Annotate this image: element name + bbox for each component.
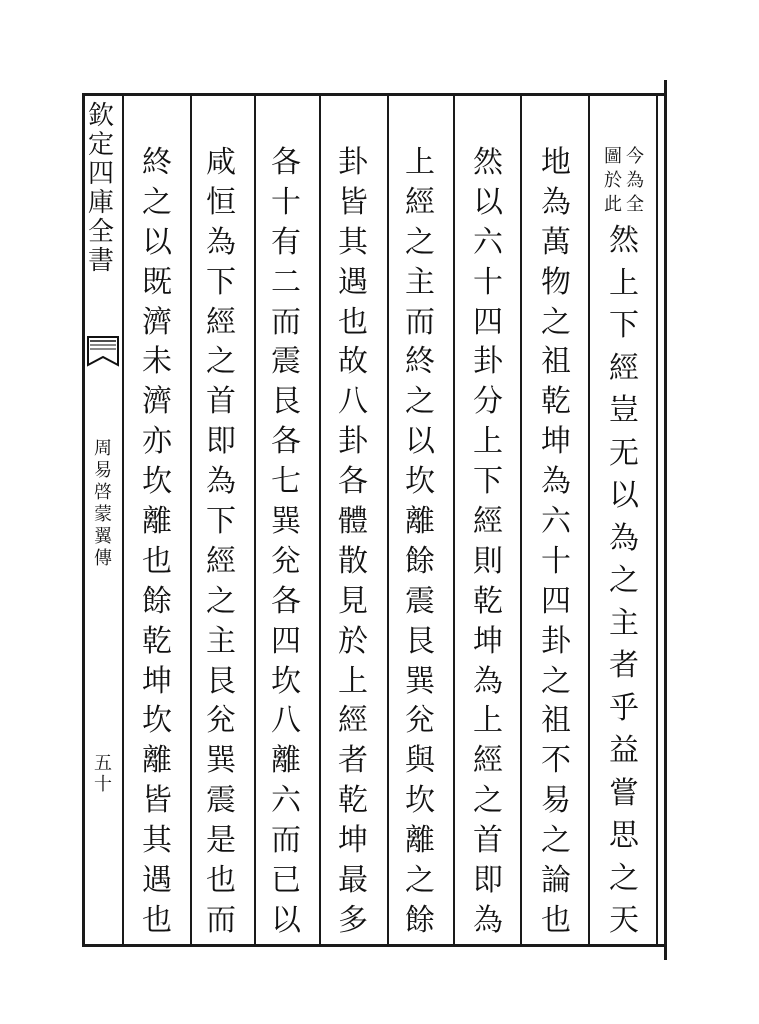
column-rule: [319, 93, 321, 947]
text-char: 之: [609, 860, 639, 896]
text-char: 也: [338, 304, 368, 340]
text-char: 故: [338, 344, 368, 380]
text-char: 卦: [473, 344, 503, 380]
text-char: 之: [206, 583, 236, 619]
text-char: 經: [473, 504, 503, 540]
fish-tail-mark-icon: [86, 335, 120, 373]
text-char: 也: [206, 863, 236, 899]
text-char: 益: [609, 733, 639, 768]
text-column-5: [333, 145, 373, 938]
text-char: 之: [405, 863, 435, 899]
text-char: 六: [541, 504, 571, 540]
text-char: 離: [142, 504, 172, 540]
text-char: 首: [473, 823, 503, 859]
column-rule: [453, 93, 455, 947]
title-char: 書: [88, 246, 115, 276]
text-char: 以: [609, 478, 639, 513]
text-char: 坎: [271, 663, 301, 699]
note-char: 為: [626, 170, 644, 191]
text-char: 離: [271, 743, 301, 779]
text-char: 易: [541, 783, 571, 819]
text-char: 首: [206, 384, 236, 420]
text-char: 各: [338, 464, 368, 500]
text-char: 有: [271, 224, 301, 260]
text-char: 分: [473, 384, 503, 420]
note-char: 今: [626, 146, 644, 167]
text-char: 四: [541, 583, 571, 619]
text-column-2: [536, 145, 576, 938]
text-char: 也: [541, 902, 571, 938]
text-column-7: [201, 145, 241, 938]
text-char: 離: [405, 504, 435, 540]
text-char: 巽: [271, 504, 301, 540]
text-char: 地: [541, 145, 571, 180]
title-char: 全: [88, 217, 115, 247]
text-column-4: [400, 145, 440, 938]
text-char: 乾: [338, 783, 368, 819]
text-char: 主: [609, 605, 639, 641]
text-char: 為: [473, 663, 503, 699]
text-char: 六: [271, 783, 301, 819]
text-char: 四: [271, 623, 301, 659]
text-char: 艮: [206, 663, 236, 699]
text-char: 卦: [338, 424, 368, 460]
text-char: 者: [609, 648, 639, 683]
frame-bottom-border: [84, 944, 664, 947]
text-char: 下: [206, 264, 236, 300]
text-char: 之: [206, 344, 236, 380]
text-char: 四: [473, 304, 503, 340]
text-char: 无: [609, 435, 639, 471]
text-char: 各: [271, 145, 301, 180]
text-char: 坎: [405, 783, 435, 819]
text-char: 坎: [405, 464, 435, 500]
text-char: 巽: [206, 743, 236, 779]
text-char: 皆: [338, 184, 368, 220]
text-char: 不: [541, 743, 571, 779]
text-char: 遇: [142, 863, 172, 899]
collection-title: [88, 103, 114, 277]
text-char: 十: [271, 184, 301, 220]
text-char: 即: [473, 863, 503, 899]
text-char: 下: [473, 464, 503, 500]
page-number-char: 五: [94, 753, 112, 774]
text-char: 為: [473, 902, 503, 938]
text-char: 之: [541, 304, 571, 340]
text-char: 坎: [142, 703, 172, 739]
frame-top-border: [84, 93, 664, 96]
text-char: 艮: [405, 623, 435, 659]
text-char: 主: [206, 623, 236, 659]
text-char: 巽: [405, 663, 435, 699]
note-char: 於: [604, 170, 622, 191]
text-char: 上: [338, 663, 368, 699]
text-column-6: [266, 145, 306, 938]
text-char: 之: [609, 563, 639, 598]
text-char: 各: [271, 583, 301, 619]
text-char: 咸: [206, 145, 236, 180]
text-char: 餘: [142, 583, 172, 619]
page-margin: [84, 95, 122, 945]
text-char: 十: [473, 264, 503, 300]
text-char: 為: [609, 520, 639, 556]
text-char: 是: [206, 823, 236, 859]
text-char: 已: [271, 863, 301, 899]
text-char: 為: [206, 464, 236, 500]
book-title-char: 易: [94, 460, 112, 481]
text-char: 皆: [142, 783, 172, 819]
column-rule: [387, 93, 389, 947]
text-char: 離: [142, 743, 172, 779]
text-char: 於: [338, 623, 368, 659]
text-char: 上: [473, 703, 503, 739]
text-char: 坤: [142, 663, 172, 699]
text-char: 之: [405, 384, 435, 420]
interlinear-note: [604, 148, 644, 220]
book-title-char: 啓: [94, 482, 112, 503]
text-char: 以: [405, 424, 435, 460]
text-char: 各: [271, 424, 301, 460]
book-title-char: 傳: [94, 548, 112, 569]
text-char: 之: [142, 184, 172, 220]
text-char: 七: [271, 464, 301, 500]
text-char: 而: [206, 902, 236, 938]
title-char: 欽: [88, 101, 115, 131]
page-number-char: 十: [94, 774, 112, 795]
text-char: 以: [473, 184, 503, 220]
text-char: 卦: [338, 145, 368, 180]
title-char: 定: [88, 130, 115, 160]
text-char: 者: [338, 743, 368, 779]
text-char: 濟: [142, 304, 172, 340]
text-char: 經: [206, 304, 236, 340]
title-char: 庫: [88, 188, 115, 218]
text-char: 散: [338, 543, 368, 579]
text-char: 為: [541, 184, 571, 220]
book-title-char: 周: [94, 438, 112, 459]
text-char: 祖: [541, 344, 571, 380]
text-char: 遇: [338, 264, 368, 300]
book-title: [94, 440, 112, 572]
text-char: 經: [609, 350, 639, 386]
text-char: 萬: [541, 224, 571, 260]
note-char: 全: [626, 194, 644, 215]
text-char: 見: [338, 583, 368, 619]
column-rule: [254, 93, 256, 947]
text-char: 六: [473, 224, 503, 260]
text-char: 乾: [541, 384, 571, 420]
text-char: 餘: [405, 902, 435, 938]
column-rule: [588, 93, 590, 947]
text-char: 之: [541, 663, 571, 699]
text-char: 多: [338, 902, 368, 938]
text-char: 兊: [405, 703, 435, 739]
text-char: 經: [338, 703, 368, 739]
text-char: 上: [609, 265, 639, 301]
text-char: 經: [473, 743, 503, 779]
text-char: 坤: [541, 424, 571, 460]
frame-right-border-outer: [664, 80, 667, 960]
text-char: 未: [142, 344, 172, 380]
text-char: 嘗: [609, 775, 639, 811]
text-char: 二: [271, 264, 301, 300]
text-char: 之: [473, 783, 503, 819]
column-rule: [190, 93, 192, 947]
text-char: 經: [206, 543, 236, 579]
text-char: 然: [609, 223, 639, 258]
text-char: 體: [338, 504, 368, 540]
text-char: 而: [405, 304, 435, 340]
text-char: 即: [206, 424, 236, 460]
text-char: 為: [541, 464, 571, 500]
text-char: 下: [609, 308, 639, 343]
text-char: 震: [271, 344, 301, 380]
text-char: 則: [473, 543, 503, 579]
note-line-right: [626, 148, 644, 220]
text-char: 坎: [142, 464, 172, 500]
text-char: 其: [338, 224, 368, 260]
text-char: 恒: [206, 184, 236, 220]
text-char: 乎: [609, 690, 639, 726]
text-char: 而: [271, 823, 301, 859]
text-char: 八: [338, 384, 368, 420]
text-char: 兊: [271, 543, 301, 579]
text-char: 而: [271, 304, 301, 340]
text-char: 之: [541, 823, 571, 859]
text-char: 餘: [405, 543, 435, 579]
main-text: [609, 223, 639, 938]
text-char: 祖: [541, 703, 571, 739]
text-char: 思: [609, 818, 639, 853]
text-char: 坤: [338, 823, 368, 859]
text-char: 以: [271, 902, 301, 938]
text-char: 主: [405, 264, 435, 300]
text-char: 離: [405, 823, 435, 859]
text-char: 下: [206, 504, 236, 540]
text-char: 與: [405, 743, 435, 779]
page-number: [94, 755, 112, 797]
text-column-first: [592, 148, 656, 938]
text-char: 終: [405, 344, 435, 380]
column-rule: [520, 93, 522, 947]
text-char: 然: [473, 145, 503, 180]
text-char: 也: [142, 543, 172, 579]
text-char: 論: [541, 863, 571, 899]
text-char: 為: [206, 224, 236, 260]
text-char: 濟: [142, 384, 172, 420]
note-char: 圖: [604, 146, 622, 167]
text-column-8: [137, 145, 177, 938]
text-char: 八: [271, 703, 301, 739]
title-char: 四: [88, 159, 115, 189]
book-title-char: 蒙: [94, 504, 112, 525]
text-column-3: [468, 145, 508, 938]
text-char: 震: [405, 583, 435, 619]
margin-divider: [122, 93, 124, 947]
note-char: 此: [604, 194, 622, 215]
text-char: 卦: [541, 623, 571, 659]
text-char: 豈: [609, 393, 639, 428]
text-char: 亦: [142, 424, 172, 460]
text-char: 最: [338, 863, 368, 899]
text-char: 坤: [473, 623, 503, 659]
book-title-char: 翼: [94, 526, 112, 547]
text-char: 艮: [271, 384, 301, 420]
text-char: 以: [142, 224, 172, 260]
text-char: 物: [541, 264, 571, 300]
text-char: 上: [473, 424, 503, 460]
text-char: 乾: [473, 583, 503, 619]
note-line-left: [604, 148, 622, 220]
text-char: 其: [142, 823, 172, 859]
text-char: 也: [142, 902, 172, 938]
text-char: 乾: [142, 623, 172, 659]
text-char: 之: [405, 224, 435, 260]
text-char: 上: [405, 145, 435, 180]
text-char: 震: [206, 783, 236, 819]
text-char: 兊: [206, 703, 236, 739]
text-char: 經: [405, 184, 435, 220]
text-char: 既: [142, 264, 172, 300]
text-char: 天: [609, 903, 639, 938]
text-char: 終: [142, 145, 172, 180]
frame-right-border-inner: [656, 93, 658, 947]
text-char: 十: [541, 543, 571, 579]
